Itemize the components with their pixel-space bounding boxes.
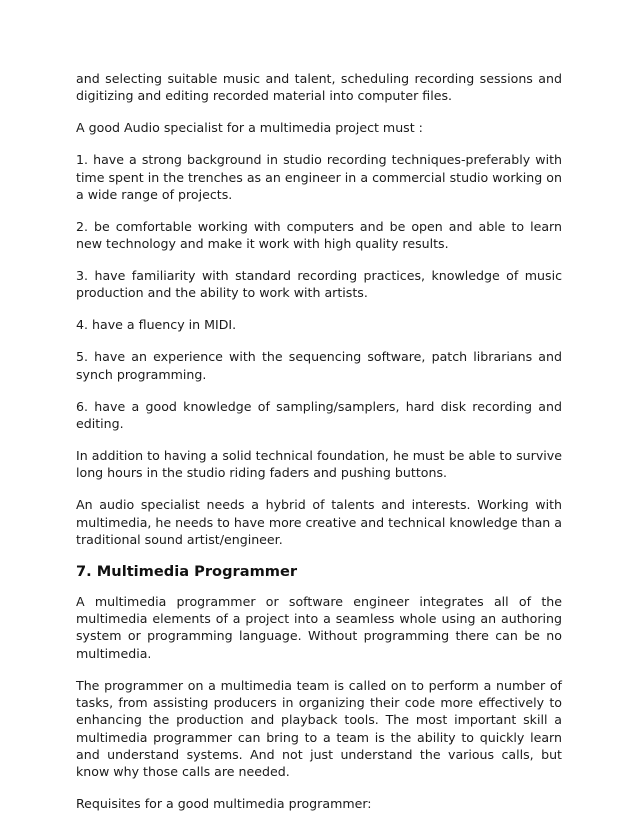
document-page [76,70,562,827]
paragraph-requisites: Requisites for a good multimedia programmer: [76,796,372,812]
section-heading: 7. Multimedia Programmer [76,562,298,580]
list-item-3: 3. have familiarity with standard recording practices, knowledge of music production and the ability to work with artists. [76,268,562,301]
paragraph-continuation: and selecting suitable music and talent, scheduling recording sessions and digitizing and editing recorded material into computer files. [76,71,562,104]
paragraph-programmer-intro: A multimedia programmer or software engineer integrates all of the multimedia elements of a project into a seamless whole using an authoring system or programming language. Without programming there can be no multimedia. [76,593,562,661]
list-item-4: 4. have a fluency in MIDI. [76,317,237,333]
paragraph-hybrid-talents: An audio specialist needs a hybrid of talents and interests. Working with multimedia, he needs to have more creative and technical knowledge than a traditional sound artist/engineer. [76,497,562,547]
paragraph-technical-foundation: In addition to having a solid technical foundation, he must be able to survive long hours in the studio riding faders and pushing buttons. [76,447,562,481]
paragraph-programmer-tasks: The programmer on a multimedia team is called on to perform a number of tasks, from assisting producers in organizing their code more effectively to enhancing the production and playback tools. The most important skill a multimedia programmer can bring to a team is the ability to quickly learn and understand systems. And not just understand the various calls, but know why those calls are needed. [76,677,562,780]
list-item-6: 6. have a good knowledge of sampling/samplers, hard disk recording and editing. [76,398,562,431]
paragraph-audio-specialist-intro: A good Audio specialist for a multimedia project must : [76,120,423,136]
list-item-5: 5. have an experience with the sequencing software, patch librarians and synch programming. [76,349,562,382]
list-item-1: 1. have a strong background in studio recording techniques-preferably with time spent in the trenches as an engineer in a commercial studio working on a wide range of projects. [76,152,562,202]
list-item-2: 2. be comfortable working with computers and be open and able to learn new technology and make it work with high quality results. [76,218,562,252]
